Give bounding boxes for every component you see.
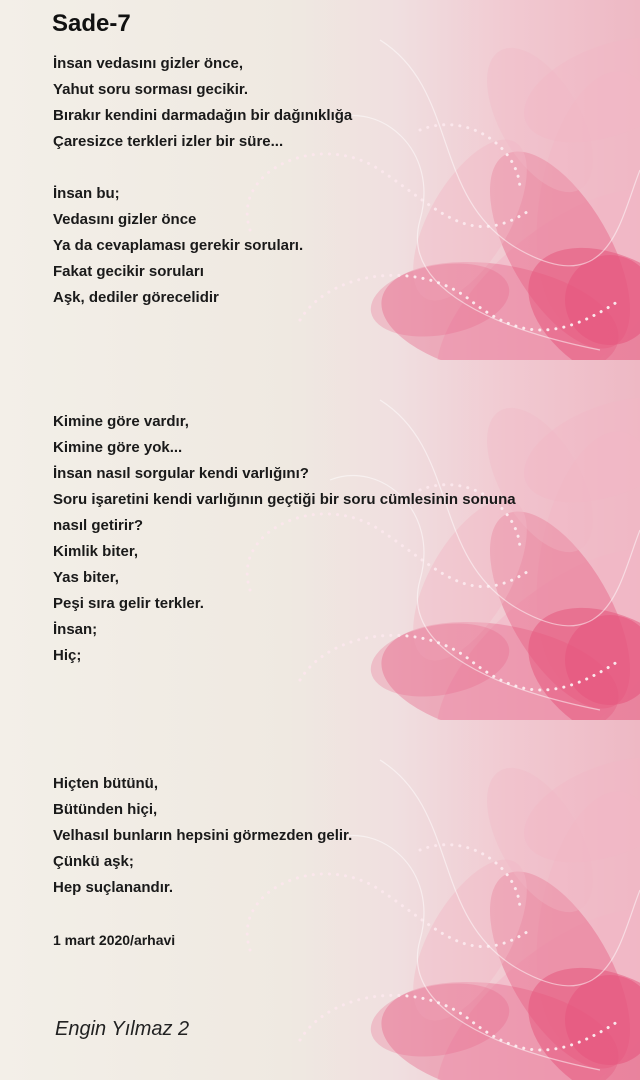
flower-petals bbox=[365, 737, 640, 1080]
poem-line: nasıl getirir? bbox=[53, 517, 144, 534]
poem-line: Fakat gecikir soruları bbox=[53, 263, 204, 280]
poem-line: Kimine göre vardır, bbox=[53, 413, 189, 430]
poem-line: Ya da cevaplaması gerekir soruları. bbox=[53, 237, 304, 254]
poem-line: Bütünden hiçi, bbox=[53, 801, 158, 818]
poem-line: Peşi sıra gelir terkler. bbox=[53, 595, 204, 612]
poem-line: İnsan nasıl sorgular kendi varlığını? bbox=[53, 465, 309, 482]
poem-line: Yahut soru sorması gecikir. bbox=[53, 81, 249, 98]
poem-line: Kimine göre yok... bbox=[53, 439, 183, 456]
poem-line: Hiçten bütünü, bbox=[53, 775, 158, 792]
poem-title: Sade-7 bbox=[52, 10, 131, 37]
poem-line: İnsan bu; bbox=[53, 185, 120, 202]
stanza-1 bbox=[53, 51, 352, 311]
poem-line: Kimlik biter, bbox=[53, 543, 139, 560]
poem-line: Çaresizce terkleri izler bir süre... bbox=[53, 133, 284, 150]
flower-petals bbox=[365, 17, 640, 360]
poem-line: İnsan vedasını gizler önce, bbox=[53, 55, 244, 72]
poem-line: Soru işaretini kendi varlığının geçtiği bir soru cümlesinin sonuna bbox=[53, 491, 516, 508]
poem-date: 1 mart 2020/arhavi bbox=[53, 932, 176, 948]
stanza-gap bbox=[53, 155, 352, 181]
stanza-4 bbox=[53, 771, 352, 901]
poem-line: Yas biter, bbox=[53, 569, 119, 586]
poem-line: Çünkü aşk; bbox=[53, 853, 134, 870]
poem-line: Aşk, dediler görecelidir bbox=[53, 289, 219, 306]
poem-line: Bırakır kendini darmadağın bir dağınıklığa bbox=[53, 107, 353, 124]
poem-line: Velhasıl bunların hepsini görmezden gelir. bbox=[53, 827, 353, 844]
poem-line: Hiç; bbox=[53, 647, 82, 664]
poem-author: Engin Yılmaz 2 bbox=[55, 1018, 190, 1040]
stanza-3 bbox=[53, 409, 516, 669]
poem-line: Vedasını gizler önce bbox=[53, 211, 197, 228]
poem-line: İnsan; bbox=[53, 621, 98, 638]
poem-line: Hep suçlanandır. bbox=[53, 879, 174, 896]
